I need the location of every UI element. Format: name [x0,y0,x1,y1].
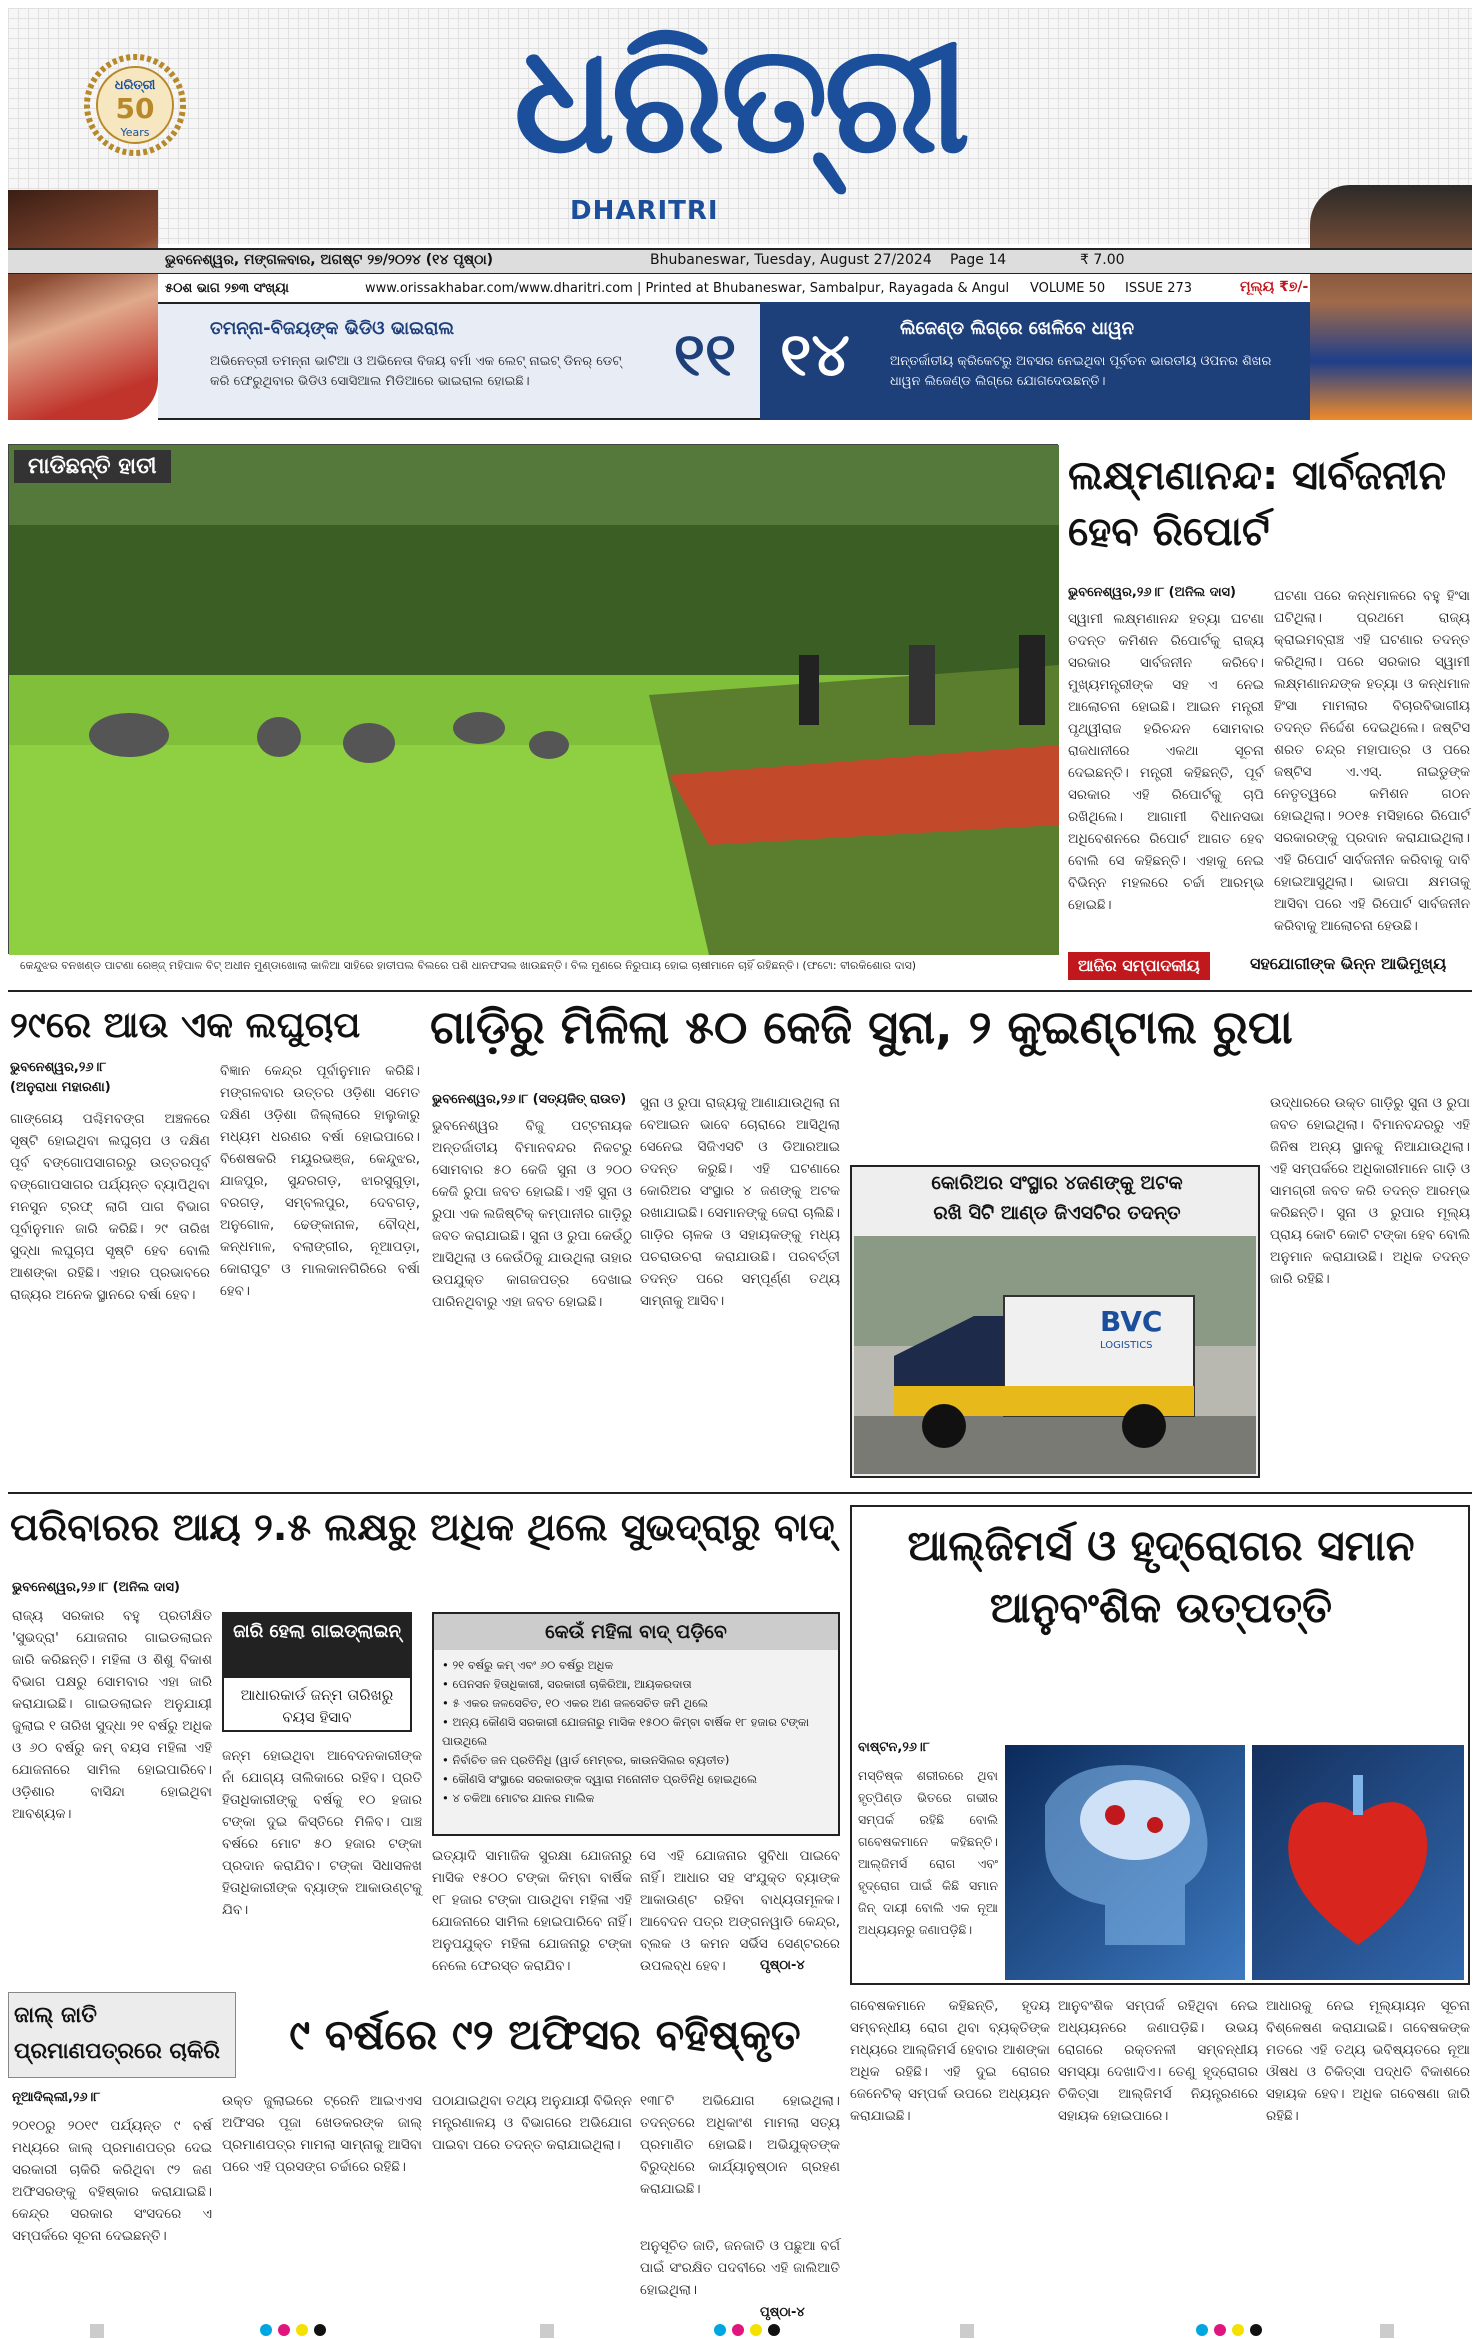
reg-mark [960,2324,974,2338]
photo-story [8,444,1058,954]
color-dot-black [314,2324,326,2336]
exclusion-text: ଅନ୍ୟ କୌଣସି ସରକାରୀ ଯୋଜନାରୁ ମାସିକ ୧୫୦୦ କିମ୍ବା ବାର୍ଷିକ ୧୮ ହଜାର ଟଙ୍କା ପାଉଥିଲେ [442,1715,810,1748]
color-dot-yellow [1232,2324,1244,2336]
portrait-right [1310,185,1472,420]
page-number: Page 14 [950,252,1007,268]
print-marks [0,2322,1480,2339]
van-photo [854,1236,1256,1474]
officers-col4: ଅନୁସୂଚିତ ଜାତି, ଜନଜାତି ଓ ପଛୁଆ ବର୍ଗ ପାଇଁ ସଂରକ୍ଷିତ ପଦବୀରେ ଏହି ଜାଲିଆତି ହୋଇଥିଲା। [640,2238,840,2298]
caste-col1: ୨୦୧୦ରୁ ୨୦୧୯ ପର୍ଯ୍ୟନ୍ତ ୯ ବର୍ଷ ମଧ୍ୟରେ ଜାଲ୍ ପ୍ରମାଣପତ୍ର ଦେଇ ସରକାରୀ ଚାକିରି କରିଥିବା ୯୨ ଜଣ ଅଫିସରଙ୍କୁ ବହିଷ୍କାର କରାଯାଇଛି। କେନ୍ଦ୍ର ସରକାର ସଂସଦରେ ଏ ସମ୍ପର୍କରେ ସୂଚନା ଦେଇଛନ୍ତି। [12,2118,212,2244]
brain-icon [1005,1745,1245,1980]
color-dot-cyan [714,2324,726,2336]
lakshman-dateline: ଭୁବନେଶ୍ୱର,୨୬।୮ (ଅନିଲ ଦାସ) [1068,585,1236,600]
badge-number: 50 [115,92,155,125]
lakshman-headline: ଲକ୍ଷ୍ମଣାନନ୍ଦ: ସାର୍ବଜନୀନ ହେବ ରିପୋର୍ଟ [1068,453,1447,555]
exclusions-list [442,1656,832,1808]
lowpressure-col2: ବିଜ୍ଞାନ କେନ୍ଦ୍ର ପୂର୍ବାନୁମାନ କରିଛି। ମଙ୍ଗଳବାର ଉତ୍ତର ଓଡ଼ିଶା ସମେତ ଦକ୍ଷିଣ ଓଡ଼ିଶା ଜିଲ୍ଲାରେ ହାଲୁକାରୁ ମଧ୍ୟମ ଧରଣର ବର୍ଷା ହୋଇପାରେ। ବିଶେଷକରି ମୟୂରଭଞ୍ଜ, କେନ୍ଦୁଝର, ଯାଜପୁର, ସୁନ୍ଦରଗଡ଼, ଝାରସୁଗୁଡ଼ା, ବରଗଡ଼, ସମ୍ବଲପୁର, ଦେବଗଡ଼, ଅନୁଗୋଳ, ଢେଙ୍କାନାଳ, ବୌଦ୍ଧ, କନ୍ଧମାଳ, ବଲାଙ୍ଗୀର, ନୂଆପଡ଼ା, କୋରାପୁଟ ଓ ମାଲକାନଗିରିରେ ବର୍ଷା ହେବ। [220,1063,420,1299]
teaser-right-title: ଲିଜେଣ୍ଡ ଲିଗ୍‌ରେ ଖେଳିବେ ଧାୱନ [900,318,1135,339]
masthead-title-en: DHARITRI [570,196,719,226]
volume-en: VOLUME 50 [1030,281,1106,296]
officers-continued[interactable]: ପୃଷ୍ଠା-୪ [760,2305,805,2320]
gold-col2: ସୁନା ଓ ରୁପା ରାଜ୍ୟକୁ ଆଣାଯାଉଥିଲା ନା ବେଆଇନ ଭାବେ ଚୋରାରେ ଆସିଥିଲା ସେନେଇ ସିଜିଏସଟି ଓ ଡିଆରଆଇ ତଦନ୍ତ କରୁଛି। ଏହି ଘଟଣାରେ କୋରିଅର ସଂସ୍ଥାର ୪ ଜଣଙ୍କୁ ଅଟକ ରଖାଯାଇଛି। ସେମାନଙ୍କୁ ଜେରା ଚାଲିଛି। ଗାଡ଼ିର ଚାଳକ ଓ ସହାୟକଙ୍କୁ ମଧ୍ୟ ପଚରାଉଚରା କରାଯାଉଛି। ପରବର୍ତ୍ତୀ ତଦନ୍ତ ପରେ ସମ୍ପୂର୍ଣ୍ଣ ତଥ୍ୟ ସାମ୍ନାକୁ ଆସିବ। [640,1095,840,1309]
officers-headline: ୯ ବର୍ଷରେ ୯୨ ଅଫିସର ବହିଷ୍କୃତ [289,2010,801,2059]
exclusion-text: ପେନସନ ହିତାଧିକାରୀ, ସରକାରୀ ଚାକିରିଆ, ଆୟକରଦାତା [452,1677,692,1691]
editorial-title[interactable]: ସହଯୋଗୀଙ୍କ ଭିନ୍ନ ଆଭିମୁଖ୍ୟ [1250,954,1447,973]
subhadra-box-sub: ଆଧାରକାର୍ଡ ଜନ୍ମ ତାରିଖରୁ ବୟସ ହିସାବ [240,1686,394,1726]
teaser-left-page[interactable]: ୧୧ [673,320,737,390]
exclusion-item: • ପେନସନ ହିତାଧିକାରୀ, ସରକାରୀ ଚାକିରିଆ, ଆୟକରଦାତା [442,1677,692,1691]
subhadra-col2: ଜନ୍ମ ହୋଇଥିବା ଆବେଦନକାରୀଙ୍କ ନାଁ ଯୋଗ୍ୟ ତାଲିକାରେ ରହିବ। ପ୍ରତି ହିତାଧିକାରୀଙ୍କୁ ବର୍ଷକୁ ୧୦ ହଜାର ଟଙ୍କା ଦୁଇ କିସ୍ତିରେ ମିଳିବ। ପାଞ୍ଚ ବର୍ଷରେ ମୋଟ ୫୦ ହଜାର ଟଙ୍କା ପ୍ରଦାନ କରାଯିବ। ଟଙ୍କା ସିଧାସଳଖ ହିତାଧିକାରୀଙ୍କ ବ୍ୟାଙ୍କ ଆକାଉଣ୍ଟକୁ ଯିବ। [222,1748,422,1918]
officers-col3: ୧୩୮ଟି ଅଭିଯୋଗ ହୋଇଥିଲା। ତଦନ୍ତରେ ଅଧିକାଂଶ ମାମଲା ସତ୍ୟ ପ୍ରମାଣିତ ହୋଇଛି। ଅଭିଯୁକ୍ତଙ୍କ ବିରୁଦ୍ଧରେ କାର୍ଯ୍ୟାନୁଷ୍ଠାନ ଗ୍ରହଣ କରାଯାଇଛି। [640,2093,840,2197]
reg-mark [1380,2324,1394,2338]
price-odia: ମୂଲ୍ୟ ₹୭/- [1240,279,1309,295]
exclusion-item: • ୪ ଚକିଆ ମୋଟର ଯାନର ମାଲିକ [442,1791,595,1805]
heart-photo [1252,1745,1464,1980]
officers-col2: ପଠାଯାଇଥିବା ତଥ୍ୟ ଅନୁଯାୟୀ ବିଭିନ୍ନ ମନ୍ତ୍ରଣାଳୟ ଓ ବିଭାଗରେ ଅଭିଯୋଗ ପାଇବା ପରେ ତଦନ୍ତ କରାଯାଇଥିଲା। [432,2093,632,2153]
badge-top: ଧରିତ୍ରୀ [114,78,156,93]
editorial-label: ଆଜିର ସମ୍ପାଦକୀୟ [1068,952,1210,980]
exclusion-item: • କୌଣସି ସଂସ୍ଥାରେ ସରକାରଙ୍କ ଦ୍ୱାରା ମନୋନୀତ ପ୍ରତିନିଧି ହୋଇଥିଲେ [442,1772,757,1786]
subhadra-continued[interactable]: ପୃଷ୍ଠା-୪ [760,1958,805,1973]
lowpressure-headline: ୨୯ରେ ଆଉ ଏକ ଲଘୁଚାପ [10,1005,361,1046]
caste-dateline: ନୂଆଦିଲ୍ଲୀ,୨୬।୮ [12,2090,101,2105]
lakshman-col2: ଘଟଣା ପରେ କନ୍ଧମାଳରେ ବହୁ ହିଂସା ଘଟିଥିଲା। ପ୍ରଥମେ ରାଜ୍ୟ କ୍ରାଇମବ୍ରାଞ୍ଚ ଏହି ଘଟଣାର ତଦନ୍ତ କରିଥିଲା। ପରେ ସରକାର ସ୍ୱାମୀ ଲକ୍ଷ୍ମଣାନନ୍ଦଙ୍କ ହତ୍ୟା ଓ କନ୍ଧମାଳ ହିଂସା ମାମଲାର ବିଚାରବିଭାଗୀୟ ତଦନ୍ତ ନିର୍ଦ୍ଦେଶ ଦେଇଥିଲେ। ଜଷ୍ଟିସ ଶରତ ଚନ୍ଦ୍ର ମହାପାତ୍ର ଓ ପରେ ଜଷ୍ଟିସ ଏ.ଏସ୍. ନାଇଡୁଙ୍କ ନେତୃତ୍ୱରେ କମିଶନ ଗଠନ ହୋଇଥିଲା। ୨୦୧୫ ମସିହାରେ ରିପୋର୍ଟ ସରକାରଙ୍କୁ ପ୍ରଦାନ କରାଯାଇଥିଲା। ଏହି ରିପୋର୍ଟ ସାର୍ବଜନୀନ କରିବାକୁ ଦାବି ହୋଇଆସୁଥିଲା। ଭାଜପା କ୍ଷମତାକୁ ଆସିବା ପରେ ଏହି ରିପୋର୍ଟ ସାର୍ବଜନୀନ କରିବାକୁ ଆଲୋଚନା ହେଉଛି। [1274,588,1470,934]
volume-odia: ୫୦ଶ ଭାଗ ୨୭୩ ସଂଖ୍ୟା [165,281,289,296]
subhadra-col3: ଇତ୍ୟାଦି ସାମାଜିକ ସୁରକ୍ଷା ଯୋଜନାରୁ ମାସିକ ୧୫୦୦ ଟଙ୍କା କିମ୍ବା ବାର୍ଷିକ ୧୮ ହଜାର ଟଙ୍କା ପାଉଥିବା ମହିଳା ଏହି ଯୋଜନାରେ ସାମିଲ ହୋଇପାରିବେ ନାହିଁ। ଅନୁପଯୁକ୍ତ ମହିଳା ଯୋଜନାରୁ ଟଙ୍କା ନେଲେ ଫେରସ୍ତ କରାଯିବ। [432,1848,632,1974]
exclusion-text: କୌଣସି ସଂସ୍ଥାରେ ସରକାରଙ୍କ ଦ୍ୱାରା ମନୋନୀତ ପ୍ରତିନିଧି ହୋଇଥିଲେ [452,1772,757,1786]
masthead-title: ଧରିତ୍ରୀ [513,13,967,187]
issue-en: ISSUE 273 [1125,281,1193,296]
gold-col1: ଭୁବନେଶ୍ୱର ବିଜୁ ପଟ୍ଟନାୟକ ଅନ୍ତର୍ଜାତୀୟ ବିମାନବନ୍ଦର ନିକଟରୁ ସୋମବାର ୫୦ କେଜି ସୁନା ଓ ୨୦୦ କେଜି ରୁପା ଜବତ ହୋଇଛି। ଏହି ସୁନା ଓ ରୁପା ଏକ ଲଜିଷ୍ଟିକ୍ କମ୍ପାନୀର ଗାଡ଼ିରୁ ଜବତ କରାଯାଇଛି। ସୁନା ଓ ରୁପା କେଉଁଠୁ ଆସିଥିଲା ଓ କେଉଁଠିକୁ ଯାଉଥିଲା ତାହାର ଉପଯୁକ୍ତ କାଗଜପତ୍ର ଦେଖାଇ ପାରିନଥିବାରୁ ଏହା ଜବତ ହୋଇଛି। [432,1118,632,1310]
lowpressure-col1: ଗାଙ୍ଗେୟ ପଶ୍ଚିମବଙ୍ଗ ଅଞ୍ଚଳରେ ସୃଷ୍ଟି ହୋଇଥିବା ଲଘୁଚାପ ଓ ଦକ୍ଷିଣ ପୂର୍ବ ବଙ୍ଗୋପସାଗରରୁ ଉତ୍ତରପୂର୍ବ ବଙ୍ଗୋପସାଗର ପର୍ଯ୍ୟନ୍ତ ବ୍ୟାପିଥିବା ମନସୁନ ଟ୍ରଫ୍ ଲାଗି ପାଗ ବିଭାଗ ପୂର୍ବାନୁମାନ ଜାରି କରିଛି। ୨୯ ତାରିଖ ସୁଦ୍ଧା ଲଘୁଚାପ ସୃଷ୍ଟି ହେବ ବୋଲି ଆଶଙ୍କା ରହିଛି। ଏହାର ପ୍ରଭାବରେ ରାଜ୍ୟର ଅନେକ ସ୍ଥାନରେ ବର୍ଷା ହେବ। [10,1111,210,1303]
exclusion-text: ୨୧ ବର୍ଷରୁ କମ୍ ଏବଂ ୬୦ ବର୍ଷରୁ ଅଧିକ [452,1658,614,1672]
heart-icon [1252,1745,1464,1980]
exclusion-text: ୫ ଏକର ଜଳସେଚିତ, ୧୦ ଏକର ଅଣ ଜଳସେଚିତ ଜମି ଥିଲେ [452,1696,708,1710]
teaser-right-body: ଅନ୍ତର୍ଜାତୀୟ କ୍ରିକେଟରୁ ଅବସର ନେଇଥିବା ପୂର୍ବତନ ଭାରତୀୟ ଓପନର ଶିଖର ଧାୱନ ଲିଜେଣ୍ଡ ଲିଗ୍‌ରେ ଯୋଗଦେଉଛନ୍ତି। [890,354,1272,389]
gold-box-line2: ରଖି ସିଟି ଆଣ୍ଡ ଜିଏସଟିର ତଦନ୍ତ [933,1202,1181,1224]
van-label: BVC [1100,1305,1163,1338]
gold-dateline: ଭୁବନେଶ୍ୱର,୨୬।୮ (ସତ୍ୟଜିତ୍ ରାଉତ) [432,1092,627,1107]
officers-col1: ଉକ୍ତ ଜୁଲାଇରେ ଟ୍ରେନି ଆଇଏଏସ ଅଫିସର ପୂଜା ଖେଡକରଙ୍କ ଜାଲ୍ ପ୍ରମାଣପତ୍ର ମାମଲା ସାମ୍ନାକୁ ଆସିବା ପରେ ଏହି ପ୍ରସଙ୍ଗ ଚର୍ଚ୍ଚାରେ ରହିଛି। [222,2093,422,2175]
lowpressure-dateline: ଭୁବନେଶ୍ୱର,୨୬।୮ [10,1060,107,1075]
brain-photo [1005,1745,1245,1980]
reg-mark [90,2324,104,2338]
elephant-field-photo [9,445,1059,955]
websites: www.orissakhabar.com/www.dharitri.com | Printed at Bhubaneswar, Sambalpur, Rayagada & Angul [365,281,1010,296]
exclusion-item: • ୫ ଏକର ଜଳସେଚିତ, ୧୦ ଏକର ଅଣ ଜଳସେଚିତ ଜମି ଥିଲେ [442,1696,708,1710]
teaser-right-page[interactable]: ୧୪ [780,320,850,390]
subhadra-col4: ସେ ଏହି ଯୋଜନାର ସୁବିଧା ପାଇବେ ନାହିଁ। ଆଧାର ସହ ସଂଯୁକ୍ତ ବ୍ୟାଙ୍କ ଆକାଉଣ୍ଟ ରହିବା ବାଧ୍ୟତାମୂଳକ। ଆବେଦନ ପତ୍ର ଅଙ୍ଗନୱାଡି କେନ୍ଦ୍ର, ବ୍ଲକ ଓ କମନ ସର୍ଭିସ ସେଣ୍ଟରରେ ଉପଲବ୍ଧ ହେବ। [640,1848,840,1974]
lakshman-col1: ସ୍ୱାମୀ ଲକ୍ଷ୍ମଣାନନ୍ଦ ହତ୍ୟା ଘଟଣା ତଦନ୍ତ କମିଶନ ରିପୋର୍ଟକୁ ରାଜ୍ୟ ସରକାର ସାର୍ବଜନୀନ କରିବେ। ମୁଖ୍ୟମନ୍ତ୍ରୀଙ୍କ ସହ ଏ ନେଇ ଆଲୋଚନା ହୋଇଛି। ଆଇନ ମନ୍ତ୍ରୀ ପୃଥ୍ୱୀରାଜ ହରିଚନ୍ଦନ ସୋମବାର ରାଜଧାନୀରେ ଏକଥା ସୂଚନା ଦେଇଛନ୍ତି। ମନ୍ତ୍ରୀ କହିଛନ୍ତି, ପୂର୍ବ ସରକାର ଏହି ରିପୋର୍ଟକୁ ଚାପି ରଖିଥିଲେ। ଆଗାମୀ ବିଧାନସଭା ଅଧିବେଶନରେ ରିପୋର୍ଟ ଆଗତ ହେବ ବୋଲି ସେ କହିଛନ୍ତି। ଏହାକୁ ନେଇ ବିଭିନ୍ନ ମହଲରେ ଚର୍ଚ୍ଚା ଆରମ୍ଭ ହୋଇଛି। [1068,611,1264,913]
color-dot-black [768,2324,780,2336]
caste-headline: ଜାଲ୍ ଜାତି ପ୍ରମାଣପତ୍ରରେ ଚାକିରି [14,2003,220,2064]
gold-box-line1: କୋରିଅର ସଂସ୍ଥାର ୪ଜଣଙ୍କୁ ଅଟକ [931,1172,1183,1194]
color-dot-black [1250,2324,1262,2336]
exclusion-text: ନିର୍ବାଚିତ ଜନ ପ୍ରତିନିଧି (ୱାର୍ଡ ମେମ୍ବର, କାଉନସିଲର ବ୍ୟତୀତ) [452,1753,730,1767]
logistics-van-icon [854,1236,1256,1474]
anniversary-badge [80,50,190,160]
subhadra-headline: ପରିବାରର ଆୟ ୨.୫ ଲକ୍ଷରୁ ଅଧିକ ଥିଲେ ସୁଭଦ୍ରାରୁ ବାଦ୍ [10,1505,835,1549]
exclusion-text: ୪ ଚକିଆ ମୋଟର ଯାନର ମାଲିକ [452,1791,595,1805]
alzheimer-dateline: ବାଷ୍ଟନ,୨୬।୮ [858,1740,930,1755]
color-dot-cyan [260,2324,272,2336]
gold-headline: ଗାଡ଼ିରୁ ମିଳିଲା ୫୦ କେଜି ସୁନା, ୨ କୁଇଣ୍ଟାଲ ରୁପା [430,1000,1293,1054]
exclusions-title: କେଉଁ ମହିଳା ବାଦ୍ ପଡ଼ିବେ [434,1614,838,1650]
exclusion-item: • ନିର୍ବାଚିତ ଜନ ପ୍ରତିନିଧି (ୱାର୍ଡ ମେମ୍ବର, କାଉନସିଲର ବ୍ୟତୀତ) [442,1753,730,1767]
exclusion-item: • ଅନ୍ୟ କୌଣସି ସରକାରୀ ଯୋଜନାରୁ ମାସିକ ୧୫୦୦ କିମ୍ବା ବାର୍ଷିକ ୧୮ ହଜାର ଟଙ୍କା ପାଉଥିଲେ [442,1715,810,1748]
photo-caption: କେନ୍ଦୁଝର ବନଖଣ୍ଡ ପାଟଣା ରେଞ୍ଜ୍ ମହିପାଳ ବିଟ୍ ଅଧୀନ ମୁଣ୍ଡାଖୋଲା କାଳିଆ ସାହିରେ ହାତୀପଲ ବିଲରେ ପଶି ଧାନଫସଲ ଖାଉଛନ୍ତି। ବିଲ ମୁଣରେ ନିରୁପାୟ ହୋଇ ଚାଷୀମାନେ ଚାହିଁ ରହିଛନ୍ତି। (ଫଟୋ: ବୀରକିଶୋର ଦାସ) [20,959,917,972]
date-en: Bhubaneswar, Tuesday, August 27/2024 [650,252,932,268]
date-odia: ଭୁବନେଶ୍ୱର, ମଙ୍ଗଳବାର, ଅଗଷ୍ଟ ୨୭/୨୦୨୪ (୧୪ ପୃଷ୍ଠା) [165,252,494,268]
teaser-left-body: ଅଭିନେତ୍ରୀ ତମନ୍ନା ଭାଟିଆ ଓ ଅଭିନେତା ବିଜୟ ବର୍ମା ଏକ ଲେଟ୍ ନାଇଟ୍ ଡିନର୍ ଡେଟ୍ କରି ଫେରୁଥିବାର ଭିଡିଓ ସୋସିଆଲ ମିଡିଆରେ ଭାଇରାଲ ହୋଇଛି। [210,354,622,389]
price: ₹ 7.00 [1080,252,1125,268]
teaser-left-title: ତମନ୍ନା-ବିଜୟଙ୍କ ଭିଡିଓ ଭାଇରାଲ [210,318,455,339]
alzheimer-col1: ଗବେଷକମାନେ କହିଛନ୍ତି, ହୃଦୟ ସମ୍ବନ୍ଧୀୟ ରୋଗ ଥିବା ବ୍ୟକ୍ତିଙ୍କ ମଧ୍ୟରେ ଆଲ୍‌ଜିମର୍ସ ହେବାର ଆଶଙ୍କା ଅଧିକ ରହିଛି। ଏହି ଦୁଇ ରୋଗର ଜେନେଟିକ୍ ସମ୍ପର୍କ ଉପରେ ଅଧ୍ୟୟନ କରାଯାଇଛି। [850,1998,1050,2124]
subhadra-dateline: ଭୁବନେଶ୍ୱର,୨୬।୮ (ଅନିଲ ଦାସ) [12,1580,180,1595]
photo-tag: ମାଡିଛନ୍ତି ହାତୀ [14,450,171,483]
alzheimer-col3: ଆଧାରକୁ ନେଇ ମୂଲ୍ୟାୟନ ସୂଚନା ବିଶ୍ଳେଷଣ କରାଯାଇଛି। ଗବେଷକଙ୍କ ମତରେ ଏହି ତଥ୍ୟ ଭବିଷ୍ୟତରେ ନୂଆ ଔଷଧ ଓ ଚିକିତ୍ସା ପଦ୍ଧତି ବିକାଶରେ ସହାୟକ ହେବ। ଅଧିକ ଗବେଷଣା ଜାରି ରହିଛି। [1266,1998,1470,2124]
subhadra-box-title: ଜାରି ହେଲା ଗାଇଡ୍‌ଲାଇନ୍ [224,1614,410,1678]
subhadra-col1: ରାଜ୍ୟ ସରକାର ବହୁ ପ୍ରତୀକ୍ଷିତ 'ସୁଭଦ୍ରା' ଯୋଜନାର ଗାଇଡଲାଇନ ଜାରି କରିଛନ୍ତି। ମହିଳା ଓ ଶିଶୁ ବିକାଶ ବିଭାଗ ପକ୍ଷରୁ ସୋମବାର ଏହା ଜାରି କରାଯାଇଛି। ଗାଇଡଲାଇନ ଅନୁଯାୟୀ ଜୁଲାଇ ୧ ତାରିଖ ସୁଦ୍ଧା ୨୧ ବର୍ଷରୁ ଅଧିକ ଓ ୬୦ ବର୍ଷରୁ କମ୍ ବୟସ ମହିଳା ଏହି ଯୋଜନାରେ ସାମିଲ ହୋଇପାରିବେ। ଓଡ଼ିଶାର ବାସିନ୍ଦା ହୋଇଥିବା ଆବଶ୍ୟକ। [12,1608,212,1822]
portrait-left [8,190,158,420]
exclusion-item: • ୨୧ ବର୍ଷରୁ କମ୍ ଏବଂ ୬୦ ବର୍ଷରୁ ଅଧିକ [442,1658,614,1672]
rule-1 [8,990,1472,992]
alzheimer-col-side: ମସ୍ତିଷ୍କ ଶରୀରରେ ଥିବା ହୃତ୍‌ପିଣ୍ଡ ଭିତରେ ଗଭୀର ସମ୍ପର୍କ ରହିଛି ବୋଲି ଗବେଷକମାନେ କହିଛନ୍ତି। ଆଲ୍‌ଜିମର୍ସ ରୋଗ ଏବଂ ହୃଦ୍‌ରୋଗ ପାଇଁ କିଛି ସମାନ ଜିନ୍ ଦାୟୀ ବୋଲି ଏକ ନୂଆ ଅଧ୍ୟୟନରୁ ଜଣାପଡ଼ିଛି। [858,1768,998,1937]
van-sub: LOGISTICS [1100,1340,1153,1351]
badge-sub: Years [120,126,150,139]
alzheimer-col2: ଆନୁବଂଶିକ ସମ୍ପର୍କ ରହିଥିବା ନେଇ ଅଧ୍ୟୟନରେ ଜଣାପଡ଼ିଛି। ଉଭୟ ରୋଗରେ ରକ୍ତନଳୀ ସମ୍ବନ୍ଧୀୟ ସମସ୍ୟା ଦେଖାଦିଏ। ତେଣୁ ହୃଦ୍‌ରୋଗର ଚିକିତ୍ସା ଆଲ୍‌ଜିମର୍ସ ନିୟନ୍ତ୍ରଣରେ ସହାୟକ ହୋଇପାରେ। [1058,1998,1258,2124]
color-dot-yellow [296,2324,308,2336]
alzheimer-headline: ଆଲ୍‌ଜିମର୍ସ ଓ ହୃଦ୍‌ରୋଗର ସମାନ ଆନୁବଂଶିକ ଉତ୍ପତ୍ତି [907,1521,1415,1632]
color-dot-magenta [732,2324,744,2336]
reg-mark [540,2324,554,2338]
lowpressure-byline: (ଅନୁରାଧା ମହାରଣା) [10,1080,111,1095]
color-dot-cyan [1196,2324,1208,2336]
gold-col3: ଉଦ୍ଧାରରେ ଉକ୍ତ ଗାଡ଼ିରୁ ସୁନା ଓ ରୁପା ଜବତ ହୋଇଥିଲା। ବିମାନବନ୍ଦରରୁ ଏହି ଜିନିଷ ଅନ୍ୟ ସ୍ଥାନକୁ ନିଆଯାଉଥିଲା। ଏହି ସମ୍ପର୍କରେ ଅଧିକାରୀମାନେ ଗାଡ଼ି ଓ ସାମଗ୍ରୀ ଜବତ କରି ତଦନ୍ତ ଆରମ୍ଭ କରିଛନ୍ତି। ସୁନା ଓ ରୁପାର ମୂଲ୍ୟ ପ୍ରାୟ କୋଟି କୋଟି ଟଙ୍କା ହେବ ବୋଲି ଅନୁମାନ କରାଯାଉଛି। ଅଧିକ ତଦନ୍ତ ଜାରି ରହିଛି। [1270,1095,1470,1287]
rule-2 [8,1492,1472,1494]
color-dot-yellow [750,2324,762,2336]
color-dot-magenta [278,2324,290,2336]
color-dot-magenta [1214,2324,1226,2336]
